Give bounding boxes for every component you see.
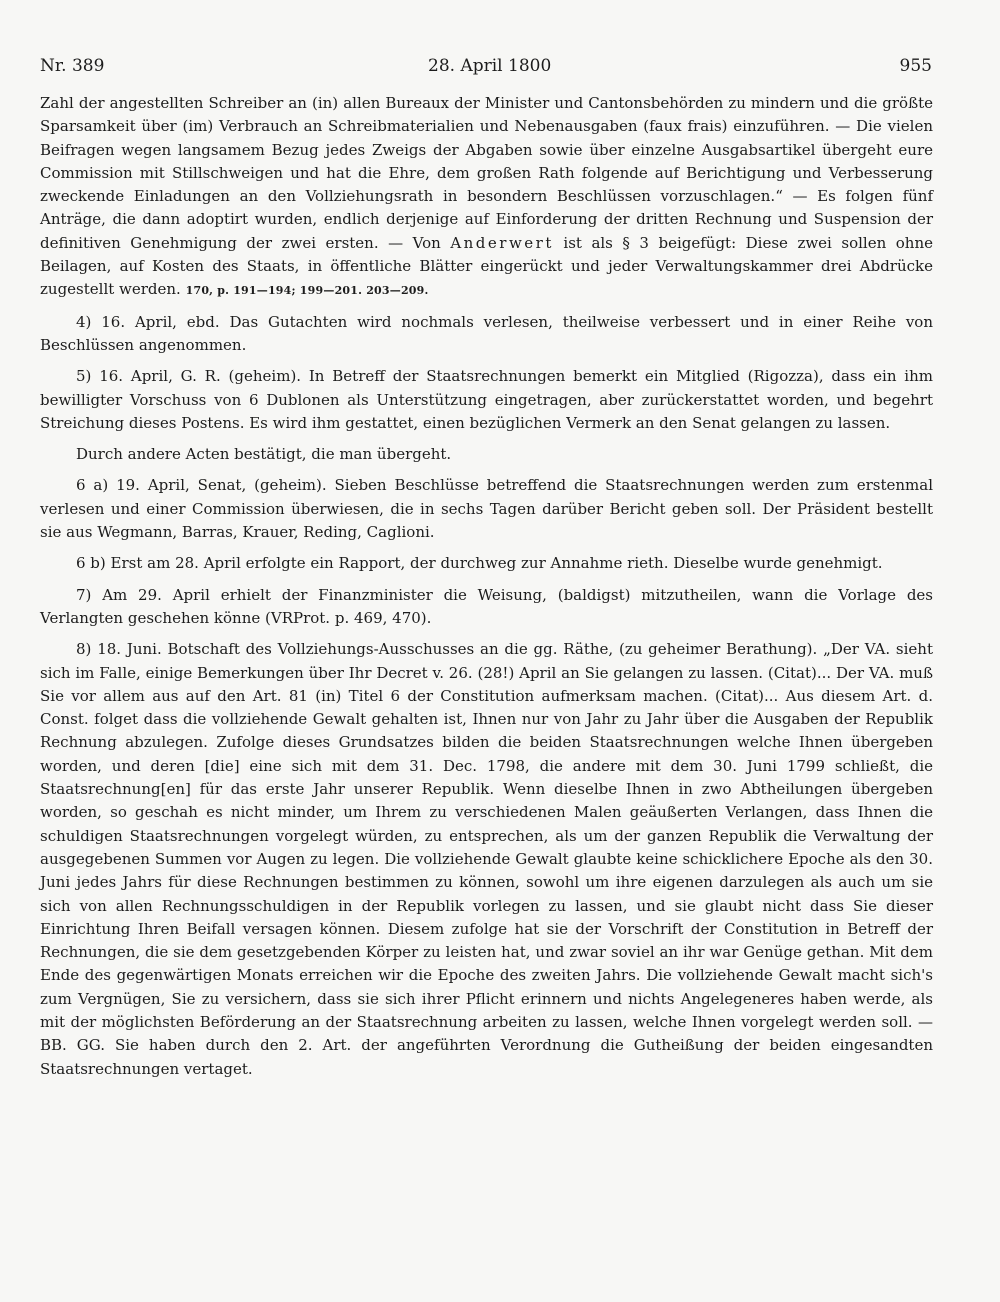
spaced-name: Anderwert — [450, 233, 554, 252]
document-number: Nr. 389 — [40, 56, 105, 76]
paragraph-item-4: 4) 16. April, ebd. Das Gutachten wird nochmals verlesen, theilweise verbessert und in einer Reihe von Beschlüssen angenommen. — [40, 312, 933, 354]
paragraph-note: Durch andere Acten bestätigt, die man übergeht. — [76, 445, 452, 464]
paragraph-item-8: 8) 18. Juni. Botschaft des Vollziehungs-Ausschusses an die gg. Räthe, (zu geheimer Berathung). „Der VA. sieht sich im Falle, einige Bemerkungen über Ihr Decret v. 26. (28!) April an Sie gelangen zu lassen. (Citat)... Der VA. muß Sie vor allem aus auf den Art. 81 (in) Titel 6 der Constitution aufmerksam machen. (Citat)... Aus diesem Art. d. Const. folget dass die vollziehende Gewalt gehalten ist, Ihnen nur von Jahr zu Jahr über die Ausgaben der Republik Rechnung abzulegen. Zufolge dieses Grundsatzes bilden die beiden Staatsrechnungen welche Ihnen übergeben worden, und deren [die] eine sich mit dem 31. Dec. 1798, die andere mit dem 30. Juni 1799 schließt, die Staatsrechnung[en] für das erste Jahr unserer Republik. Wenn dieselbe Ihnen in zwo Abtheilungen übergeben worden, so geschah es nicht minder, um Ihrem zu verschiedenen Malen geäußerten Verlangen, dass Ihnen die schuldigen Staatsrechnungen vorgelegt würden, zu entsprechen, als um der ganzen Republik die Verwaltung der ausgegebenen Summen vor Augen zu legen. Die vollziehende Gewalt glaubte keine schicklichere Epoche als den 30. Juni jedes Jahrs für diese Rechnungen bestimmen zu können, sowohl um ihre eigenen darzulegen als auch um sie sich von allen Rechnungsschuldigen in der Republik vorlegen zu lassen, und sie glaubt nicht dass Sie dieser Einrichtung Ihren Beifall versagen können. Diesem zufolge hat sie der Vorschrift der Constitution in Betreff der Rechnungen, die sie dem gesetzgebenden Körper zu leisten hat, und zwar soviel an ihr war Genüge gethan. Mit dem Ende des gegenwärtigen Monats erreichen wir die Epoche des zweiten Jahrs. Die vollziehende Gewalt macht sich's zum Vergnügen, Sie zu versichern, dass sie sich ihrer Pflicht erinnern und nichts Angelegeneres haben werde, als mit der möglichsten Beförderung an der Staatsrechnung arbeiten zu lassen, welche Ihnen vorgelegt werden soll. — BB. GG. Sie haben durch den 2. Art. der angeführten Verordnung die Gutheißung der beiden eingesandten Staatsrechnungen vertaget. — [40, 640, 933, 1078]
page-header — [40, 56, 932, 86]
source-reference: 170, p. 191—194; 199—201. 203—209. — [185, 284, 429, 298]
body-text — [40, 92, 933, 1089]
paragraph-item-7: 7) Am 29. April erhielt der Finanzminister die Weisung, (baldigst) mitzutheilen, wann die Vorlage des Verlangten geschehen könne (VRProt. p. 469, 470). — [40, 585, 933, 627]
paragraph-continuation — [40, 92, 933, 303]
header-date: 28. April 1800 — [428, 56, 552, 76]
paragraph-text: Zahl der angestellten Schreiber an (in) allen Bureaux der Minister und Cantonsbehörden zu mindern und die größte Sparsamkeit über (im) Verbrauch an Schreibmaterialien und Nebenausgaben (faux frais) einzuführen. — Die vielen Beifragen wegen langsamem Bezug jedes Zweigs der Abgaben sowie über einzelne Ausgabsartikel übergeht eure Commission mit Stillschweigen und hat die Ehre, dem großen Rath folgende auf Berichtigung und Verbesserung zweckende Einladungen an den Vollziehungsrath in besondern Beschlüssen vorzuschlagen.“ — Es folgen fünf Anträge, die dann adoptirt wurden, endlich derjenige auf Einforderung der dritten Rechnung und Suspension der definitiven Genehmigung der zwei ersten. — Von — [40, 94, 933, 252]
page-number: 955 — [899, 56, 932, 76]
paragraph-text-after: ist als § 3 beigefügt: Diese zwei sollen ohne Beilagen, auf Kosten des Staats, in öffentliche Blätter eingerückt und jeder Verwaltungskammer drei Abdrücke zugestellt werden. — [40, 233, 933, 299]
paragraph-item-6a: 6 a) 19. April, Senat, (geheim). Sieben Beschlüsse betreffend die Staatsrechnungen werden zum erstenmal verlesen und einer Commission überwiesen, die in sechs Tagen darüber Bericht geben soll. Der Präsident bestellt sie aus Wegmann, Barras, Krauer, Reding, Caglioni. — [40, 476, 933, 542]
paragraph-item-5: 5) 16. April, G. R. (geheim). In Betreff der Staatsrechnungen bemerkt ein Mitglied (Rigozza), dass ein ihm bewilligter Vorschuss von 6 Dublonen als Unterstützung eingetragen, aber zurückerstattet worden, und begehrt Streichung dieses Postens. Es wird ihm gestattet, einen bezüglichen Vermerk an den Senat gelangen zu lassen. — [40, 367, 933, 432]
paragraph-item-6b: 6 b) Erst am 28. April erfolgte ein Rapport, der durchweg zur Annahme rieth. Dieselbe wurde genehmigt. — [76, 554, 883, 573]
